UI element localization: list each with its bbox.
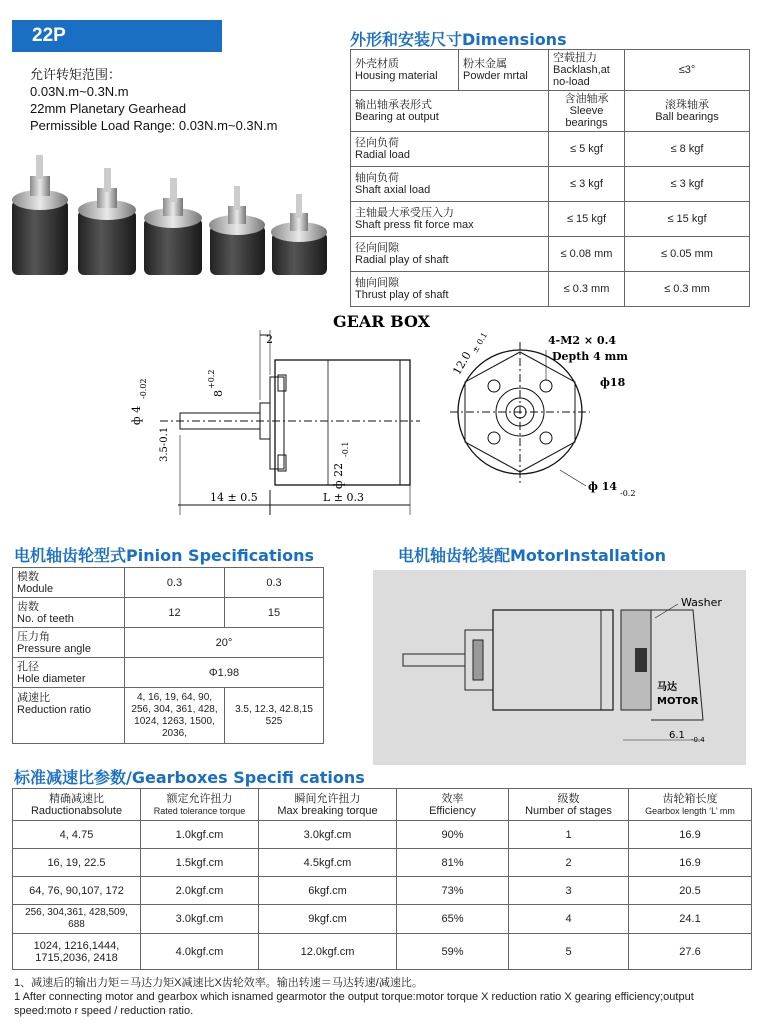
motor-label-en: MOTOR xyxy=(657,696,699,707)
gearbox-side-drawing xyxy=(120,305,440,530)
row-en: Radial play of shaft xyxy=(355,254,449,266)
intro-line-2: 0.03N.m~0.3N.m xyxy=(30,84,129,99)
sleeve-zh: 含油轴承 xyxy=(564,93,609,105)
motor-dim: 6.1 xyxy=(669,730,685,741)
pinion-row xyxy=(13,568,324,598)
efficiency-cell: 65% xyxy=(397,905,509,934)
pinion-row-zh: 减速比 xyxy=(17,692,50,704)
dimensions-title: 外形和安装尺寸Dimensions xyxy=(350,30,567,49)
row-zh: 径向负荷 xyxy=(355,137,399,149)
header-en: Efficiency xyxy=(429,804,476,817)
sleeve-value: ≤ 5 kgf xyxy=(549,132,625,167)
pinion-value-b: 0.3 xyxy=(225,568,324,598)
row-zh: 主轴最大承受压入力 xyxy=(355,207,454,219)
length-cell: 16.9 xyxy=(629,849,752,877)
rated-torque-cell: 2.0kgf.cm xyxy=(141,877,259,905)
backlash-zh: 空载扭力 xyxy=(553,52,597,64)
pinion-row-en: Module xyxy=(17,582,54,595)
gearboxes-row xyxy=(13,849,752,877)
dim-phi22: ф 22 xyxy=(332,462,345,489)
pinion-row xyxy=(13,658,324,688)
gearboxes-row xyxy=(13,877,752,905)
gearbox-2 xyxy=(78,168,136,275)
row-en: Shaft press fit force max xyxy=(355,219,474,231)
ball-value: ≤ 8 kgf xyxy=(625,132,750,167)
efficiency-cell: 59% xyxy=(397,934,509,970)
header-zh: 效率 xyxy=(441,792,464,805)
pinion-row-zh: 压力角 xyxy=(17,630,50,643)
header-zh: 齿轮箱长度 xyxy=(662,792,718,805)
backlash-en: Backlash,at no-load xyxy=(553,64,610,88)
ratio-cell: 16, 19, 22.5 xyxy=(13,849,141,877)
gearbox-product-photo xyxy=(10,150,335,285)
motor-dim-tol: -0.4 xyxy=(691,736,705,744)
dim-8: 8 xyxy=(212,390,225,397)
stages-cell: 2 xyxy=(509,849,629,877)
gearboxes-row xyxy=(13,905,752,934)
length-cell: 20.5 xyxy=(629,877,752,905)
dim-14: 14 ± 0.5 xyxy=(210,491,258,504)
pinion-value-a: 12 xyxy=(125,598,225,628)
pinion-row-en: Hole diameter xyxy=(17,672,86,685)
dim-phi14: ф 14 xyxy=(588,480,618,493)
gearbox-front-drawing xyxy=(440,320,650,510)
intro-text xyxy=(30,66,277,134)
rated-torque-cell: 1.5kgf.cm xyxy=(141,849,259,877)
dim-phi22-tol: -0.1 xyxy=(341,441,350,457)
dimensions-header-row xyxy=(351,91,750,132)
row-zh: 径向间隙 xyxy=(355,242,399,254)
dimensions-table xyxy=(350,49,750,307)
dimensions-row xyxy=(351,167,750,202)
housing-en: Housing material xyxy=(355,70,438,82)
ball-value: ≤ 15 kgf xyxy=(625,202,750,237)
max-torque-cell: 4.5kgf.cm xyxy=(259,849,397,877)
model-title: 22P xyxy=(32,25,66,46)
efficiency-cell: 81% xyxy=(397,849,509,877)
dim-2: 2 xyxy=(266,333,273,346)
gear-box-label: GEAR BOX xyxy=(333,312,431,331)
ball-value: ≤ 0.05 mm xyxy=(625,237,750,272)
row-en: Shaft axial load xyxy=(355,184,431,196)
dimensions-row xyxy=(351,132,750,167)
pinion-row-zh: 模数 xyxy=(17,570,39,583)
dim-phi18: ф18 xyxy=(600,376,626,389)
dimensions-row xyxy=(351,237,750,272)
row-zh: 轴向间隙 xyxy=(355,277,399,289)
row-en: Thrust play of shaft xyxy=(355,289,449,301)
pinion-row-zh: 孔径 xyxy=(17,660,39,673)
length-cell: 27.6 xyxy=(629,934,752,970)
gearbox-5 xyxy=(271,194,327,275)
gearboxes-header-row xyxy=(13,789,752,821)
motor-install-figure xyxy=(373,570,746,765)
stages-cell: 1 xyxy=(509,821,629,849)
ball-en: Ball bearings xyxy=(655,111,719,123)
notes xyxy=(14,976,744,1018)
backlash-value: ≤3° xyxy=(625,50,750,91)
efficiency-cell: 73% xyxy=(397,877,509,905)
powder-zh: 粉末金属 xyxy=(463,58,507,70)
dimensions-row xyxy=(351,272,750,307)
pinion-value-b: 3.5, 12.3, 42.8,15 525 xyxy=(225,688,324,744)
header-zh: 精确减速比 xyxy=(49,792,104,805)
powder-en: Powder mrtal xyxy=(463,70,528,82)
gearboxes-title: 标准减速比参数/Gearboxes Specifi cations xyxy=(14,768,365,787)
ball-value: ≤ 3 kgf xyxy=(625,167,750,202)
gearbox-4 xyxy=(209,186,265,275)
motor-label-zh: 马达 xyxy=(657,682,677,693)
gearboxes-row xyxy=(13,934,752,970)
header-en: Gearbox length ‘L’ mm xyxy=(645,805,735,816)
pinion-value-b: 15 xyxy=(225,598,324,628)
max-torque-cell: 12.0kgf.cm xyxy=(259,934,397,970)
stages-cell: 3 xyxy=(509,877,629,905)
model-title-bar xyxy=(12,20,222,52)
dim-12-tol: ± 0.1 xyxy=(470,330,490,355)
note-line-2: 1 After connecting motor and gearbox which isnamed gearmotor the output torque:motor torque X reduction ratio X gearing efficiency;output speed:moto r speed / reduction ratio. xyxy=(14,991,694,1017)
washer-label: Washer xyxy=(681,596,722,609)
efficiency-cell: 90% xyxy=(397,821,509,849)
dimensions-row-housing xyxy=(351,50,750,91)
stages-cell: 4 xyxy=(509,905,629,934)
intro-line-3: 22mm Planetary Gearhead xyxy=(30,101,187,116)
length-cell: 24.1 xyxy=(629,905,752,934)
row-en: Radial load xyxy=(355,149,411,161)
ball-zh: 滚珠轴承 xyxy=(665,99,709,111)
pinion-value-a: 0.3 xyxy=(125,568,225,598)
dimensions-row xyxy=(351,202,750,237)
bearing-zh: 输出轴承表形式 xyxy=(355,99,432,111)
note-line-1: 1、减速后的输出力矩＝马达力矩X减速比X齿轮效率。输出转速＝马达转速/减速比。 xyxy=(14,977,423,989)
dim-phi4-tol: -0.02 xyxy=(139,378,148,399)
pinion-row xyxy=(13,688,324,744)
header-en: Rated tolerance torque xyxy=(153,805,246,816)
header-zh: 级数 xyxy=(557,792,580,805)
sleeve-value: ≤ 0.3 mm xyxy=(549,272,625,307)
ratio-cell: 1024, 1216,1444, 1715,2036, 2418 xyxy=(13,934,141,970)
bearing-en: Bearing at output xyxy=(355,111,439,123)
ratio-cell: 64, 76, 90,107, 172 xyxy=(13,877,141,905)
intro-line-1: 允许转矩范围： xyxy=(30,67,122,82)
sleeve-value: ≤ 3 kgf xyxy=(549,167,625,202)
pinion-row-zh: 齿数 xyxy=(17,600,39,613)
rated-torque-cell: 4.0kgf.cm xyxy=(141,934,259,970)
motor-install-title: 电机轴齿轮装配MotorInstallation xyxy=(398,546,667,565)
header-en: Max breaking torque xyxy=(277,804,378,817)
gearboxes-row xyxy=(13,821,752,849)
header-zh: 额定允许扭力 xyxy=(166,792,233,805)
pinion-row-en: Reduction ratio xyxy=(17,704,91,716)
pinion-table xyxy=(12,567,324,744)
header-zh: 瞬间允许扭力 xyxy=(294,792,361,805)
ratio-cell: 4, 4.75 xyxy=(13,821,141,849)
ball-value: ≤ 0.3 mm xyxy=(625,272,750,307)
sleeve-value: ≤ 15 kgf xyxy=(549,202,625,237)
housing-zh: 外壳材质 xyxy=(355,58,399,70)
pinion-row xyxy=(13,598,324,628)
max-torque-cell: 9kgf.cm xyxy=(259,905,397,934)
row-zh: 轴向负荷 xyxy=(355,172,399,184)
intro-line-4: Permissible Load Range: 0.03N.m~0.3N.m xyxy=(30,118,278,133)
pinion-value-span: Φ1.98 xyxy=(125,658,324,688)
gearboxes-table xyxy=(12,788,752,970)
dim-phi4: ф 4 xyxy=(130,405,143,425)
stages-cell: 5 xyxy=(509,934,629,970)
max-torque-cell: 6kgf.cm xyxy=(259,877,397,905)
pinion-row-en: No. of teeth xyxy=(17,612,74,625)
dim-3-5: 3.5-0.1 xyxy=(159,426,170,462)
rated-torque-cell: 3.0kgf.cm xyxy=(141,905,259,934)
rated-torque-cell: 1.0kgf.cm xyxy=(141,821,259,849)
header-en: Number of stages xyxy=(525,804,612,817)
pinion-row-en: Pressure angle xyxy=(17,642,91,655)
gearbox-1 xyxy=(12,155,68,275)
dim-depth: Depth 4 mm xyxy=(552,350,628,363)
pinion-row xyxy=(13,628,324,658)
gearbox-3 xyxy=(144,178,202,275)
dim-phi14-tol: -0.2 xyxy=(620,489,636,498)
dim-12: 12.0 xyxy=(450,349,474,378)
max-torque-cell: 3.0kgf.cm xyxy=(259,821,397,849)
ratio-cell: 256, 304,361, 428,509, 688 xyxy=(13,905,141,934)
header-en: Raductionabsolute xyxy=(30,804,123,817)
dim-L: L ± 0.3 xyxy=(323,491,365,504)
pinion-value-a: 4, 16, 19, 64, 90, 256, 304, 361, 428, 1024, 1263, 1500, 2036, xyxy=(125,688,225,744)
dim-8-tol: +0.2 xyxy=(207,369,216,389)
sleeve-en: Sleeve bearings xyxy=(565,105,608,129)
length-cell: 16.9 xyxy=(629,821,752,849)
dim-m2: 4-M2 × 0.4 xyxy=(548,334,617,347)
pinion-title: 电机轴齿轮型式Pinion Specifications xyxy=(14,546,315,565)
pinion-value-span: 20° xyxy=(125,628,324,658)
sleeve-value: ≤ 0.08 mm xyxy=(549,237,625,272)
